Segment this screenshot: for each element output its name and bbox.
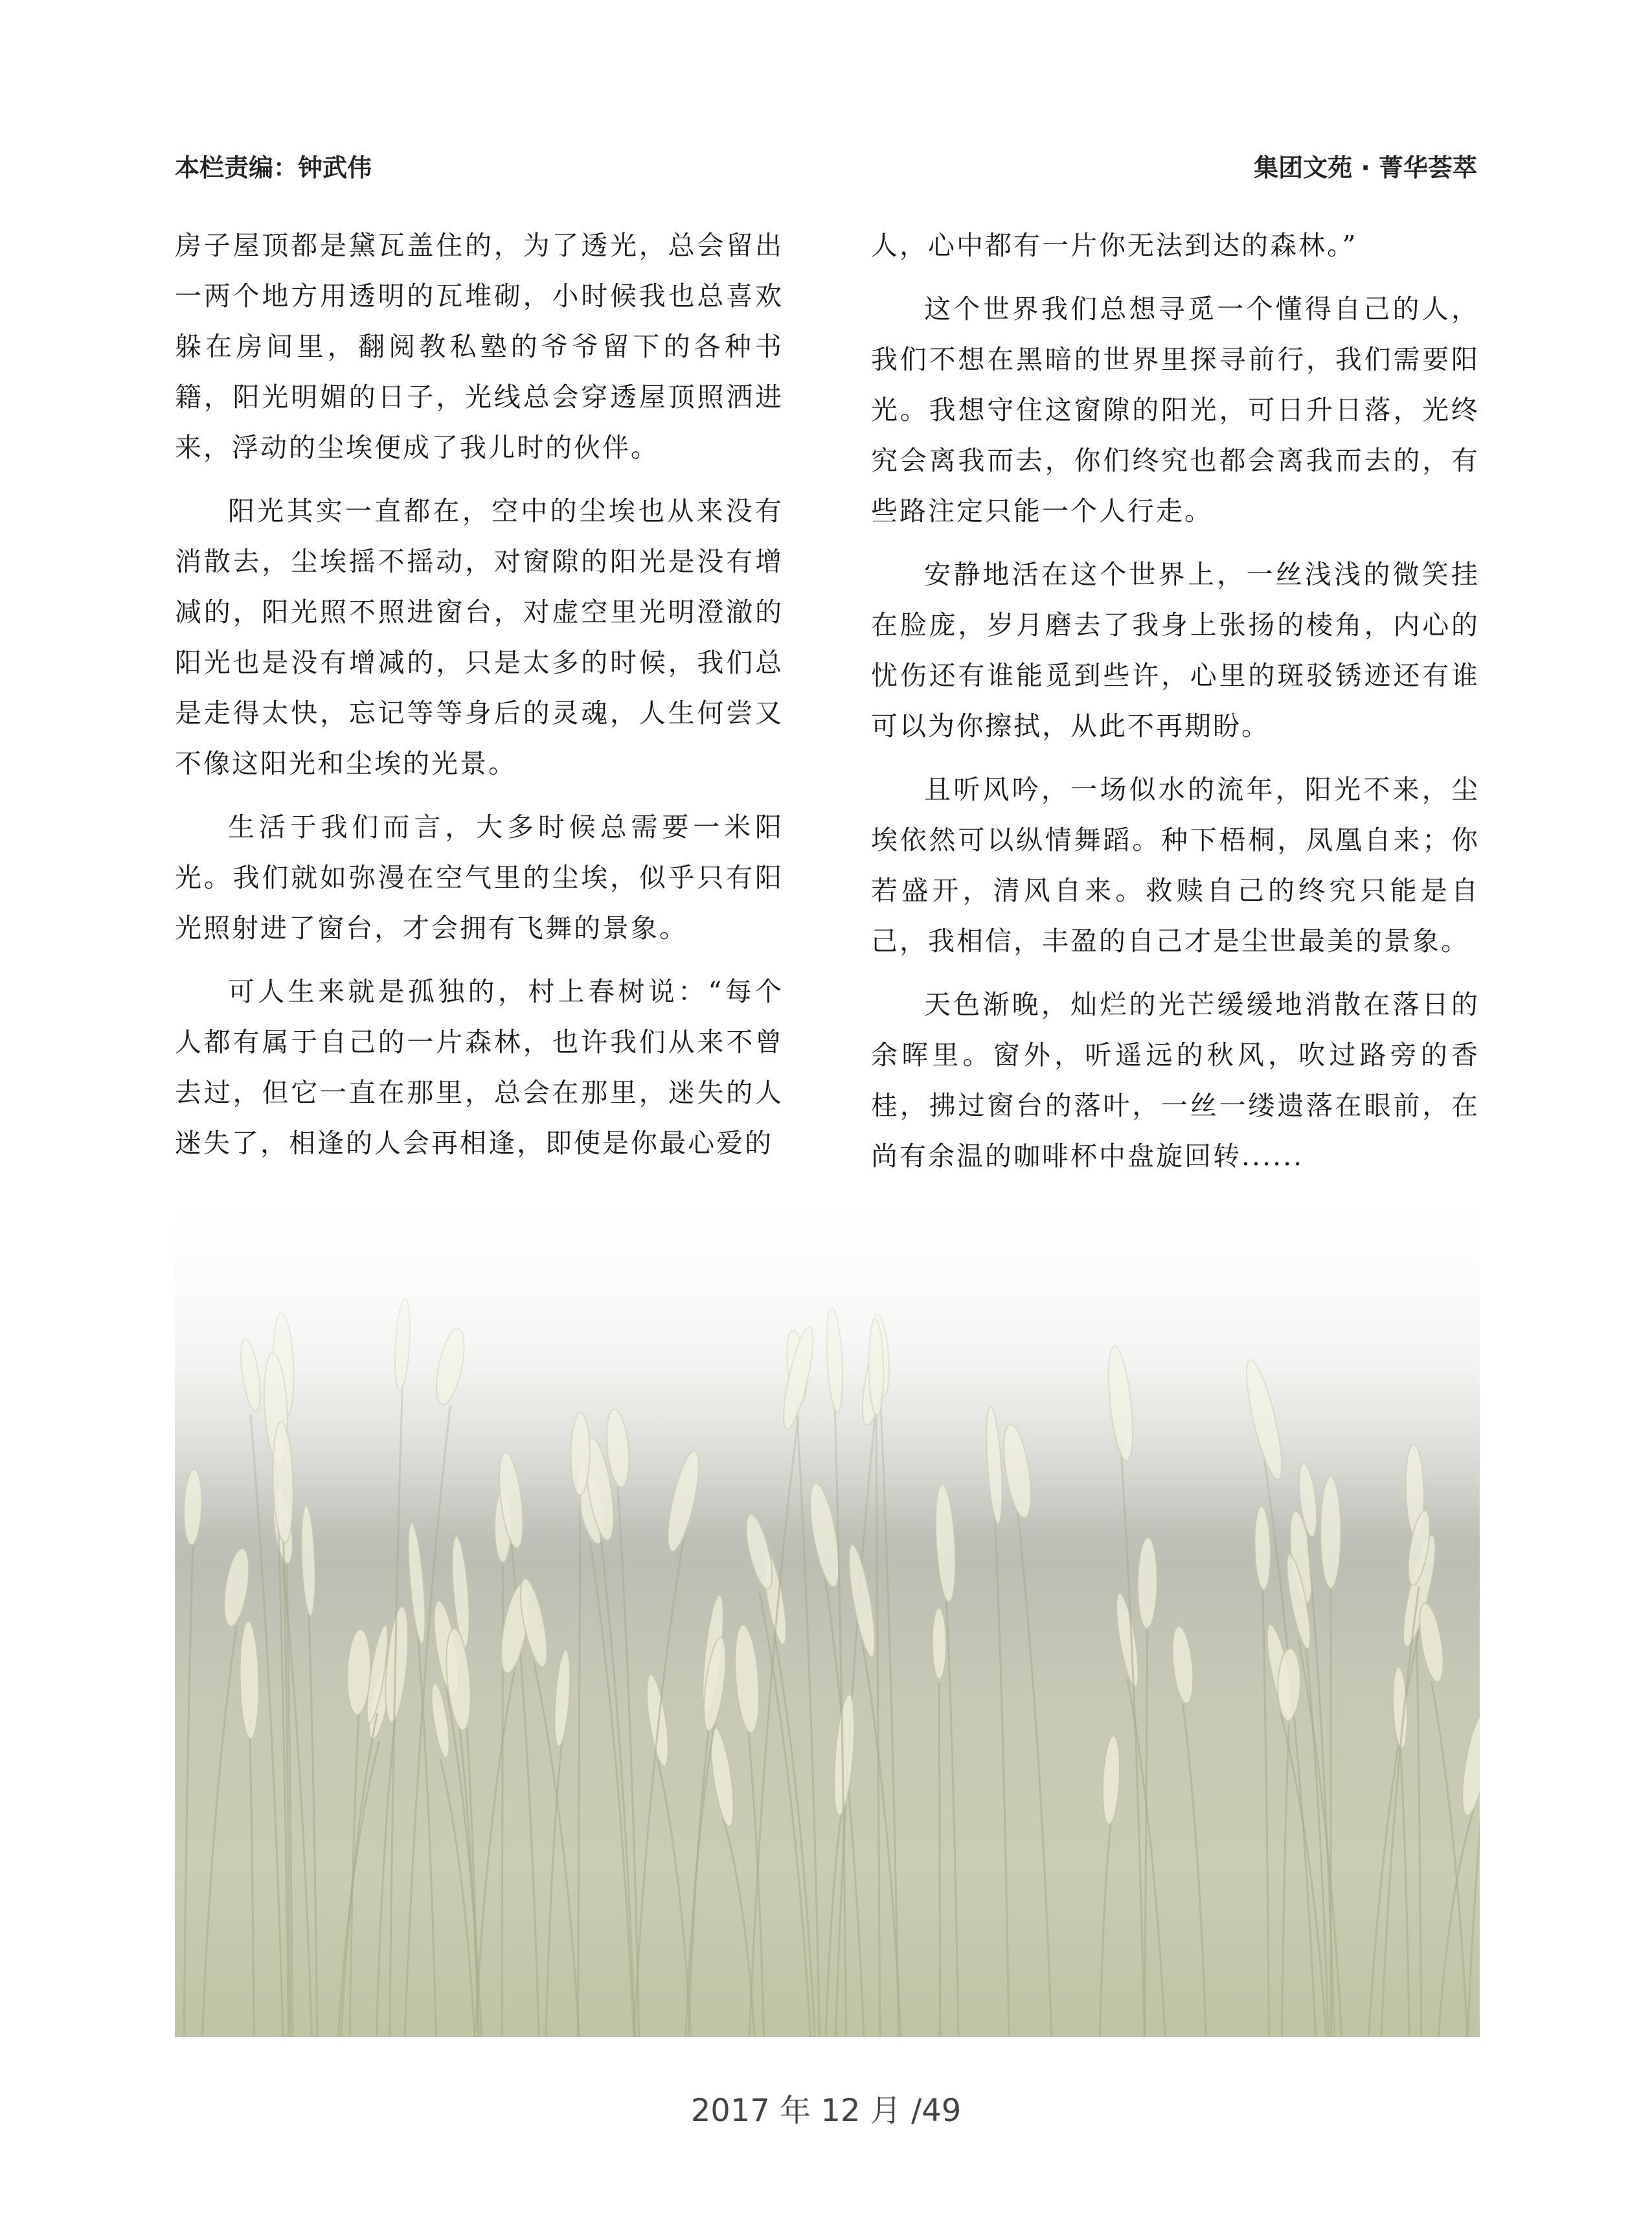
paragraph: 可人生来就是孤独的，村上春树说：“每个人都有属于自己的一片森林，也许我们从来不曾去过，但它一直在那里，总会在那里，迷失的人迷失了，相逢的人会再相逢，即使是你最心爱的 (175, 976, 784, 1159)
grass-field-illustration (175, 1175, 1480, 2037)
article-column-right (871, 220, 1480, 1194)
paragraph: 生活于我们而言，大多时候总需要一米阳光。我们就如弥漫在空气里的尘埃，似乎只有阳光照射进了窗台，才会拥有飞舞的景象。 (175, 812, 784, 944)
paragraph: 安静地活在这个世界上，一丝浅浅的微笑挂在脸庞，岁月磨去了我身上张扬的棱角，内心的忧伤还有谁能觅到些许，心里的斑驳锈迹还有谁可以为你擦拭，从此不再期盼。 (871, 559, 1480, 742)
page-footer: 2017 年 12 月 /49 (690, 2093, 962, 2129)
paragraph: 人，心中都有一片你无法到达的森林。” (871, 230, 1358, 261)
grass-field-photo (175, 1175, 1480, 2037)
paragraph: 阳光其实一直都在，空中的尘埃也从来没有消散去，尘埃摇不摇动，对窗隙的阳光是没有增减的，阳光照不照进窗台，对虚空里光明澄澈的阳光也是没有增减的，只是太多的时候，我们总是走得太快，忘记等等身后的灵魂，人生何尝又不像这阳光和尘埃的光景。 (175, 495, 784, 779)
section-title: 集团文苑 · 菁华荟萃 (1254, 153, 1477, 182)
paragraph: 且听风吟，一场似水的流年，阳光不来，尘埃依然可以纵情舞蹈。种下梧桐，凤凰自来；你若盛开，清风自来。救赎自己的终究只能是自己，我相信，丰盈的自己才是尘世最美的景象。 (871, 774, 1480, 957)
paragraph: 天色渐晚，灿烂的光芒缓缓地消散在落日的余晖里。窗外，听遥远的秋风，吹过路旁的香桂，拂过窗台的落叶，一丝一缕遗落在眼前，在尚有余温的咖啡杯中盘旋回转...... (871, 989, 1480, 1172)
article-column-left (175, 220, 784, 1181)
paragraph: 房子屋顶都是黛瓦盖住的，为了透光，总会留出一两个地方用透明的瓦堆砌，小时候我也总喜欢躲在房间里，翻阅教私塾的爷爷留下的各种书籍，阳光明媚的日子，光线总会穿透屋顶照洒进来，浮动的尘埃便成了我儿时的伙伴。 (175, 230, 784, 463)
paragraph: 这个世界我们总想寻觅一个懂得自己的人，我们不想在黑暗的世界里探寻前行，我们需要阳光。我想守住这窗隙的阳光，可日升日落，光终究会离我而去，你们终究也都会离我而去的，有些路注定只能一个人行走。 (871, 293, 1480, 527)
column-editor: 本栏责编：钟武伟 (175, 153, 372, 182)
